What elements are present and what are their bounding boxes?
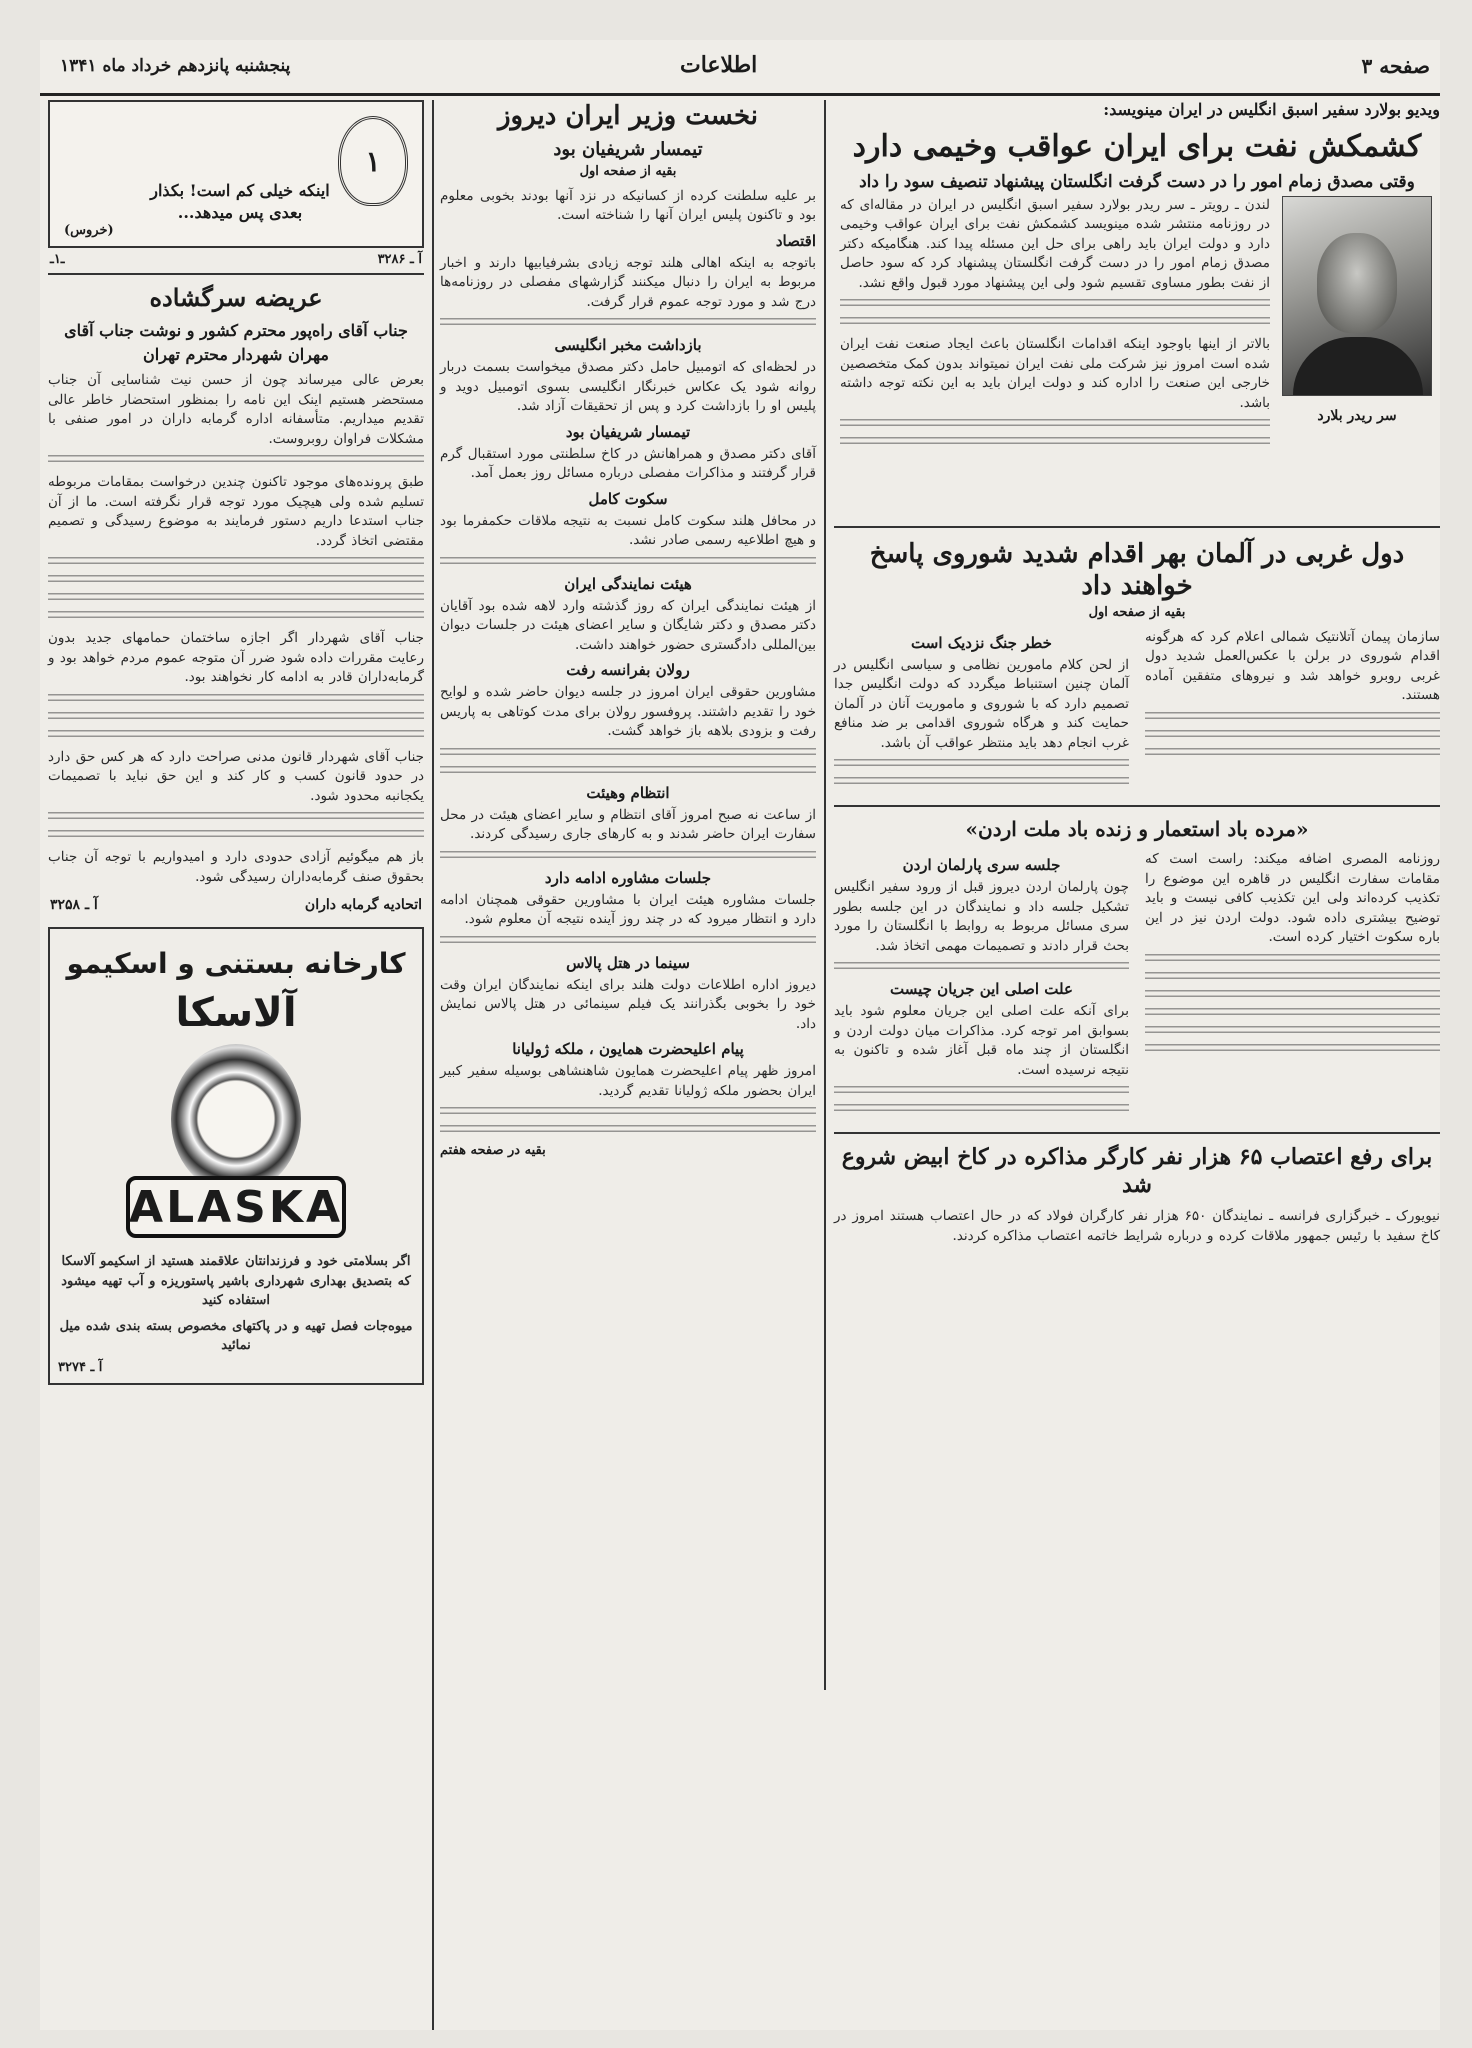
cartoon-box [48, 100, 424, 248]
text-lines [440, 1107, 816, 1118]
masthead [40, 40, 1440, 96]
subhead-oil: وقتی مصدق زمام امور را در دست گرفت انگلستان پیشنهاد تنصیف سود را داد [859, 171, 1415, 192]
text-lines [48, 830, 424, 841]
text-lines [834, 1104, 1129, 1115]
text-lines [1145, 1044, 1440, 1055]
text-lines [440, 766, 816, 777]
jordan-col-b [834, 850, 1129, 1122]
continued-footer: بقیه در صفحه هفتم [440, 1143, 546, 1158]
divider [834, 805, 1440, 807]
text-lines [1145, 1026, 1440, 1037]
text-lines [48, 557, 424, 568]
cartoon-credit: (خروس) [64, 223, 114, 238]
issue-date: پنجشنبه پانزدهم خرداد ماه ۱۳۴۱ [60, 56, 291, 76]
ad-ref: آ ـ ۳۲۵۸ [50, 897, 98, 913]
oil-body-1: لندن ـ رویتر ـ سر ریدر بولارد سفیر اسبق انگلیس در ایران در مقاله‌ای که در روزنامه منتشر شده مینویسد کشمکش نفت برای ایران عواقب وخیمی دارد و دولت ایران باید راهی برای حل این مسئله پیدا کند. هنگامیکه دکتر مصدق زمام امور را در دست گرفت انگلستان پیشنهاد کرد که سود حاصل از نفت بطور مساوی تقسیم شود ولی این پیشنهاد مورد قبول واقع نشد. [840, 196, 1270, 291]
portrait-bullard [1282, 196, 1432, 396]
pm-subhead-5: هیئت نمایندگی ایران [564, 574, 692, 593]
portrait-face [1317, 233, 1397, 333]
jordan-subhead-2: علت اصلی این جریان چیست [890, 980, 1073, 998]
divider [48, 273, 424, 275]
column-left [48, 100, 424, 1385]
text-lines [48, 593, 424, 604]
portrait-caption: سر ریدر بلارد [1317, 407, 1397, 424]
text-lines [440, 936, 816, 947]
pm-body-7: مشاورین حقوقی ایران امروز در جلسه دیوان حاضر شده و لوایح خود را تقدیم داشتند. پروفسور رولان برای مدت کوتاهی به پاریس رفت و بزودی بلاهه باز خواهد گشت. [440, 684, 816, 739]
pm-body-3: در لحظه‌ای که اتومبیل حامل دکتر مصدق میخواست بسمت دربار روانه شود یک عکاس خبرنگار انگلیسی بسوی اتومبیل دوید و پلیس او را بازداشت کرد و پس از تحقیقات آزاد شد. [440, 359, 816, 414]
text-lines [1145, 712, 1440, 723]
headline-pm: نخست وزیر ایران دیروز [498, 101, 758, 131]
letter-body-1: بعرض عالی میرساند چون از حسن نیت شناسایی آن جناب مستحضر هستیم اینک این نامه را بمنظور استحضار خاطر عالی تقدیم میداریم. متأسفانه اداره گرمابه داران در امور صنفی با مشکلات فراوان روبروست. [48, 372, 424, 447]
kicker: ویدیو بولارد سفیر اسبق انگلیس در ایران مینویسد: [1103, 100, 1440, 119]
ad-brand-persian: آلاسکا [175, 990, 297, 1036]
ad-ref-number: ـ۱ـ [50, 252, 65, 267]
text-lines [1145, 730, 1440, 741]
portrait-suit [1293, 337, 1423, 395]
strike-body: نیویورک ـ خبرگزاری فرانسه ـ نمایندگان ۶۵۰ هزار نفر کارگران فولاد که در حال اعتصاب هستند امروز در کاخ سفید با رئیس جمهور ملاقات کرده و درباره شرایط خاتمه اعتصاب مذاکره کردند. [834, 1208, 1440, 1244]
oil-story-top [834, 196, 1440, 516]
text-lines [840, 299, 1270, 310]
text-lines [834, 1086, 1129, 1097]
oil-story-text [840, 196, 1270, 456]
pm-subhead-7: انتظام وهیئت [586, 783, 670, 802]
eskimo-hood-icon [171, 1044, 301, 1194]
letter-body-2: طبق پرونده‌های موجود تاکنون چندین درخواست بمقامات مربوطه تسلیم شده ولی هیچیک مورد توجه قرار نگرفته است. ما از آن جناب استدعا داریم دستور فرمایند به موضوع رسیدگی و تصمیم مقتضی اتخاذ گردد. [48, 474, 424, 549]
pm-subhead-10: پیام اعلیحضرت همایون ، ملکه ژولیانا [512, 1040, 744, 1058]
text-lines [48, 611, 424, 622]
divider [834, 1132, 1440, 1134]
alaska-mascot [126, 1044, 346, 1244]
ad-ref: آ ـ ۳۲۸۶ [377, 252, 422, 267]
pm-body-2: باتوجه به اینکه اهالی هلند توجه زیادی بشرفیابیها دارند و اخبار مربوط به ایران را دنبال میکنند گزارشهای مفصلی در روزنامه‌ها درج شد و مورد توجه عموم قرار گرفت. [440, 254, 816, 310]
text-lines [48, 575, 424, 586]
seal-emblem: ۱ [338, 116, 408, 206]
column-middle [440, 100, 816, 1166]
headline-berlin: دول غربی در آلمان بهر اقدام شدید شوروی پاسخ خواهند داد [869, 538, 1405, 601]
pm-subhead-8: جلسات مشاوره ادامه دارد [544, 868, 712, 887]
berlin-body-2: از لحن کلام مامورین نظامی و سیاسی انگلیس در آلمان چنین استنباط میگردد که دولت انگلیس جدا تصمیم دارد که با شوروی و ماموریت آنان در آلمان حمایت کند و هرگاه شوروی اقدامی بر ضد منافع غرب انجام دهد باید منتظر عواقب آن باشد. [834, 656, 1129, 751]
signature-row [50, 897, 422, 913]
text-lines [48, 730, 424, 741]
text-lines [48, 712, 424, 723]
alaska-ad [48, 927, 424, 1385]
ad-footer: میوه‌جات فصل تهیه و در پاکتهای مخصوص بسته بندی شده میل نمائید [59, 1318, 413, 1353]
letter-body-3: جناب آقای شهردار اگر اجازه ساختمان حمامهای جدید بدون رعایت مقررات داده شود ضرر آن متوجه عموم مردم خواهد بود و گرمابه‌داران قادر به ادامه کار نخواهند بود. [48, 630, 424, 685]
ad-ref-row [50, 252, 422, 267]
text-lines [440, 318, 816, 329]
headline-oil: کشمکش نفت برای ایران عواقب وخیمی دارد [852, 129, 1422, 164]
berlin-subhead: خطر جنگ نزدیک است [911, 633, 1052, 652]
divider [834, 526, 1440, 528]
oil-body-2: بالاتر از اینها باوجود اینکه اقدامات انگلستان باعث ایجاد صنعت نفت ایران شده است امروز نیز شرکت ملی نفت ایران نمیتواند بدون کمک متخصصین خارجی این صنعت را اداره کند و دولت ایران باید به این نکته توجه داشته باشد. [840, 336, 1270, 411]
column-right [834, 100, 1440, 1246]
pm-body-9: جلسات مشاوره هیئت ایران با مشاورین حقوقی همچنان ادامه دارد و انتظار میرود که در چند روز آینده نتیجه آن معلوم شود. [440, 891, 816, 927]
text-lines [834, 759, 1129, 770]
jordan-subhead-1: جلسه سری پارلمان اردن [902, 856, 1061, 874]
open-letter-title: عریضه سرگشاده [149, 283, 323, 312]
text-lines [440, 748, 816, 759]
continued-note: بقیه از صفحه اول [579, 163, 677, 179]
text-lines [1145, 748, 1440, 759]
text-lines [48, 694, 424, 705]
pm-subhead-2: بازداشت مخبر انگلیسی [554, 336, 702, 354]
text-lines [1145, 954, 1440, 965]
continued-note: بقیه از صفحه اول [1088, 604, 1186, 620]
letter-body-5: باز هم میگوئیم آزادی حدودی دارد و امیدواریم با توجه آن جناب بحقوق صنف گرمابه‌داران رسیدگی شود. [48, 849, 424, 885]
alaska-banner: ALASKA [126, 1176, 346, 1238]
pm-body-8: از ساعت نه صبح امروز آقای انتظام و سایر اعضای هیئت در محل سفارت ایران حاضر شدند و به کارهای جاری رسیدگی کردند. [440, 806, 816, 842]
jordan-body-2: چون پارلمان اردن دیروز قبل از ورود سفیر انگلیس تشکیل جلسه داد و نمایندگان در این جلسه بطور سری مسائل مربوط به روابط با انگلستان را مورد بحث قرار دادند و تصمیمات مهمی اتخاذ شد. [834, 879, 1129, 954]
headline-jordan: «مرده باد استعمار و زنده باد ملت اردن» [965, 817, 1309, 841]
text-lines [1145, 972, 1440, 983]
pm-subhead-4: سکوت کامل [588, 489, 668, 508]
berlin-col-a [1145, 628, 1440, 796]
pm-body-6: از هیئت نمایندگی ایران که روز گذشته وارد لاهه شده بود آقایان دکتر مصدق و دکتر شایگان و سایر اعضای هیئت در جلسات دیوان بین‌المللی دادگستری حضور خواهند داشت. [440, 597, 816, 653]
text-lines [834, 962, 1129, 973]
text-lines [840, 317, 1270, 328]
open-letter-addressee: جناب آقای راه‌پور محترم کشور و نوشت جناب آقای مهران شهردار محترم تهران [64, 321, 408, 364]
text-lines [834, 777, 1129, 788]
text-lines [48, 812, 424, 823]
ad-body: اگر بسلامتی خود و فرزندانتان علاقمند هستید از اسکیمو آلاسکا که بتصدیق بهداری شهرداری باشیر پاستوریزه و آب تهیه میشود استفاده کنید [61, 1254, 411, 1308]
page-number: صفحه ۳ [1361, 54, 1430, 78]
jordan-story [834, 850, 1440, 1122]
text-lines [840, 437, 1270, 448]
text-lines [440, 1125, 816, 1136]
column-rule [824, 100, 826, 1690]
text-lines [48, 455, 424, 466]
jordan-col-a [1145, 850, 1440, 1122]
pm-body-1: بر علیه سلطنت کرده از کسانیکه در نزد آنها بودند بخوبی معلوم بود و تاکنون پلیس ایران آنها را شناخته است. [440, 187, 816, 223]
newspaper-page [40, 40, 1440, 2030]
ad-ref: آ ـ ۳۲۷۴ [58, 1359, 103, 1375]
letter-body-4: جناب آقای شهردار قانون مدنی صراحت دارد که هر کس حق دارد در حدود قانون کسب و کار کند و این حق نباید با تصمیمات یکجانبه محدود شود. [48, 748, 424, 804]
paper-name: اطلاعات [680, 52, 758, 78]
text-lines [440, 851, 816, 862]
pm-body-10: دیروز اداره اطلاعات دولت هلند برای اینکه نمایندگان ایران وقت خود را بخوبی بگذرانند یک فیلم سینمائی در هتل پالاس نمایش داد. [440, 976, 816, 1032]
jordan-body-1: روزنامه المصری اضافه میکند: راست است که مقامات سفارت انگلیس در قاهره این موضوع را تکذیب کرده‌اند ولی این تکذیب کافی نیست و باید توضیح بیشتری داده شود. دولت اردن نیز در این باره سکوت اختیار کرده است. [1145, 851, 1440, 945]
cartoon-text: اینکه خیلی کم است! بکذار بعدی پس میدهد... [150, 181, 330, 223]
berlin-body-1: سازمان پیمان آتلانتیک شمالی اعلام کرد که هرگونه اقدام شوروی در برلن با عکس‌العمل شدید دول غربی روبرو خواهد شد و نیروهای متفقین آماده هستند. [1145, 628, 1440, 703]
text-lines [1145, 1008, 1440, 1019]
text-lines [840, 419, 1270, 430]
signature: اتحادیه گرمابه داران [304, 897, 422, 913]
pm-subhead-3: تیمسار شریفیان بود [565, 422, 691, 441]
pm-subhead-1: اقتصاد [775, 231, 816, 250]
pm-body-5: در محافل هلند سکوت کامل نسبت به نتیجه ملاقات حکمفرما بود و هیچ اطلاعیه رسمی صادر نشد. [440, 512, 816, 548]
headline-strike: برای رفع اعتصاب ۶۵ هزار نفر کارگر مذاکره در کاخ ابیض شروع شد [841, 1144, 1433, 1198]
jordan-body-3: برای آنکه علت اصلی این جریان معلوم شود باید بسوابق امر توجه کرد. مذاکرات میان دولت اردن و انگلستان از چند ماه قبل آغاز شده و تاکنون به نتیجه نرسیده است. [834, 1003, 1129, 1078]
text-lines [440, 557, 816, 568]
berlin-col-b [834, 628, 1129, 796]
pm-subhead-9: سینما در هتل پالاس [566, 953, 690, 972]
ad-headline: کارخانه بستنی و اسکیمو [66, 947, 406, 980]
pm-body-4: آقای دکتر مصدق و همراهانش در کاخ سلطنتی مورد استقبال گرم قرار گرفتند و مذاکرات مفصلی درباره مسائل روز بعمل آمد. [440, 445, 816, 481]
column-rule [432, 100, 434, 2030]
pm-subhead-6: رولان بفرانسه رفت [566, 661, 690, 679]
pm-body-11: امروز ظهر پیام اعلیحضرت همایون شاهنشاهی بوسیله سفیر کبیر ایران بحضور ملکه ژولیانا تقدیم گردید. [440, 1063, 816, 1099]
subhead-pm: تیمسار شریفیان بود [553, 138, 703, 160]
text-lines [1145, 990, 1440, 1001]
berlin-story [834, 628, 1440, 796]
